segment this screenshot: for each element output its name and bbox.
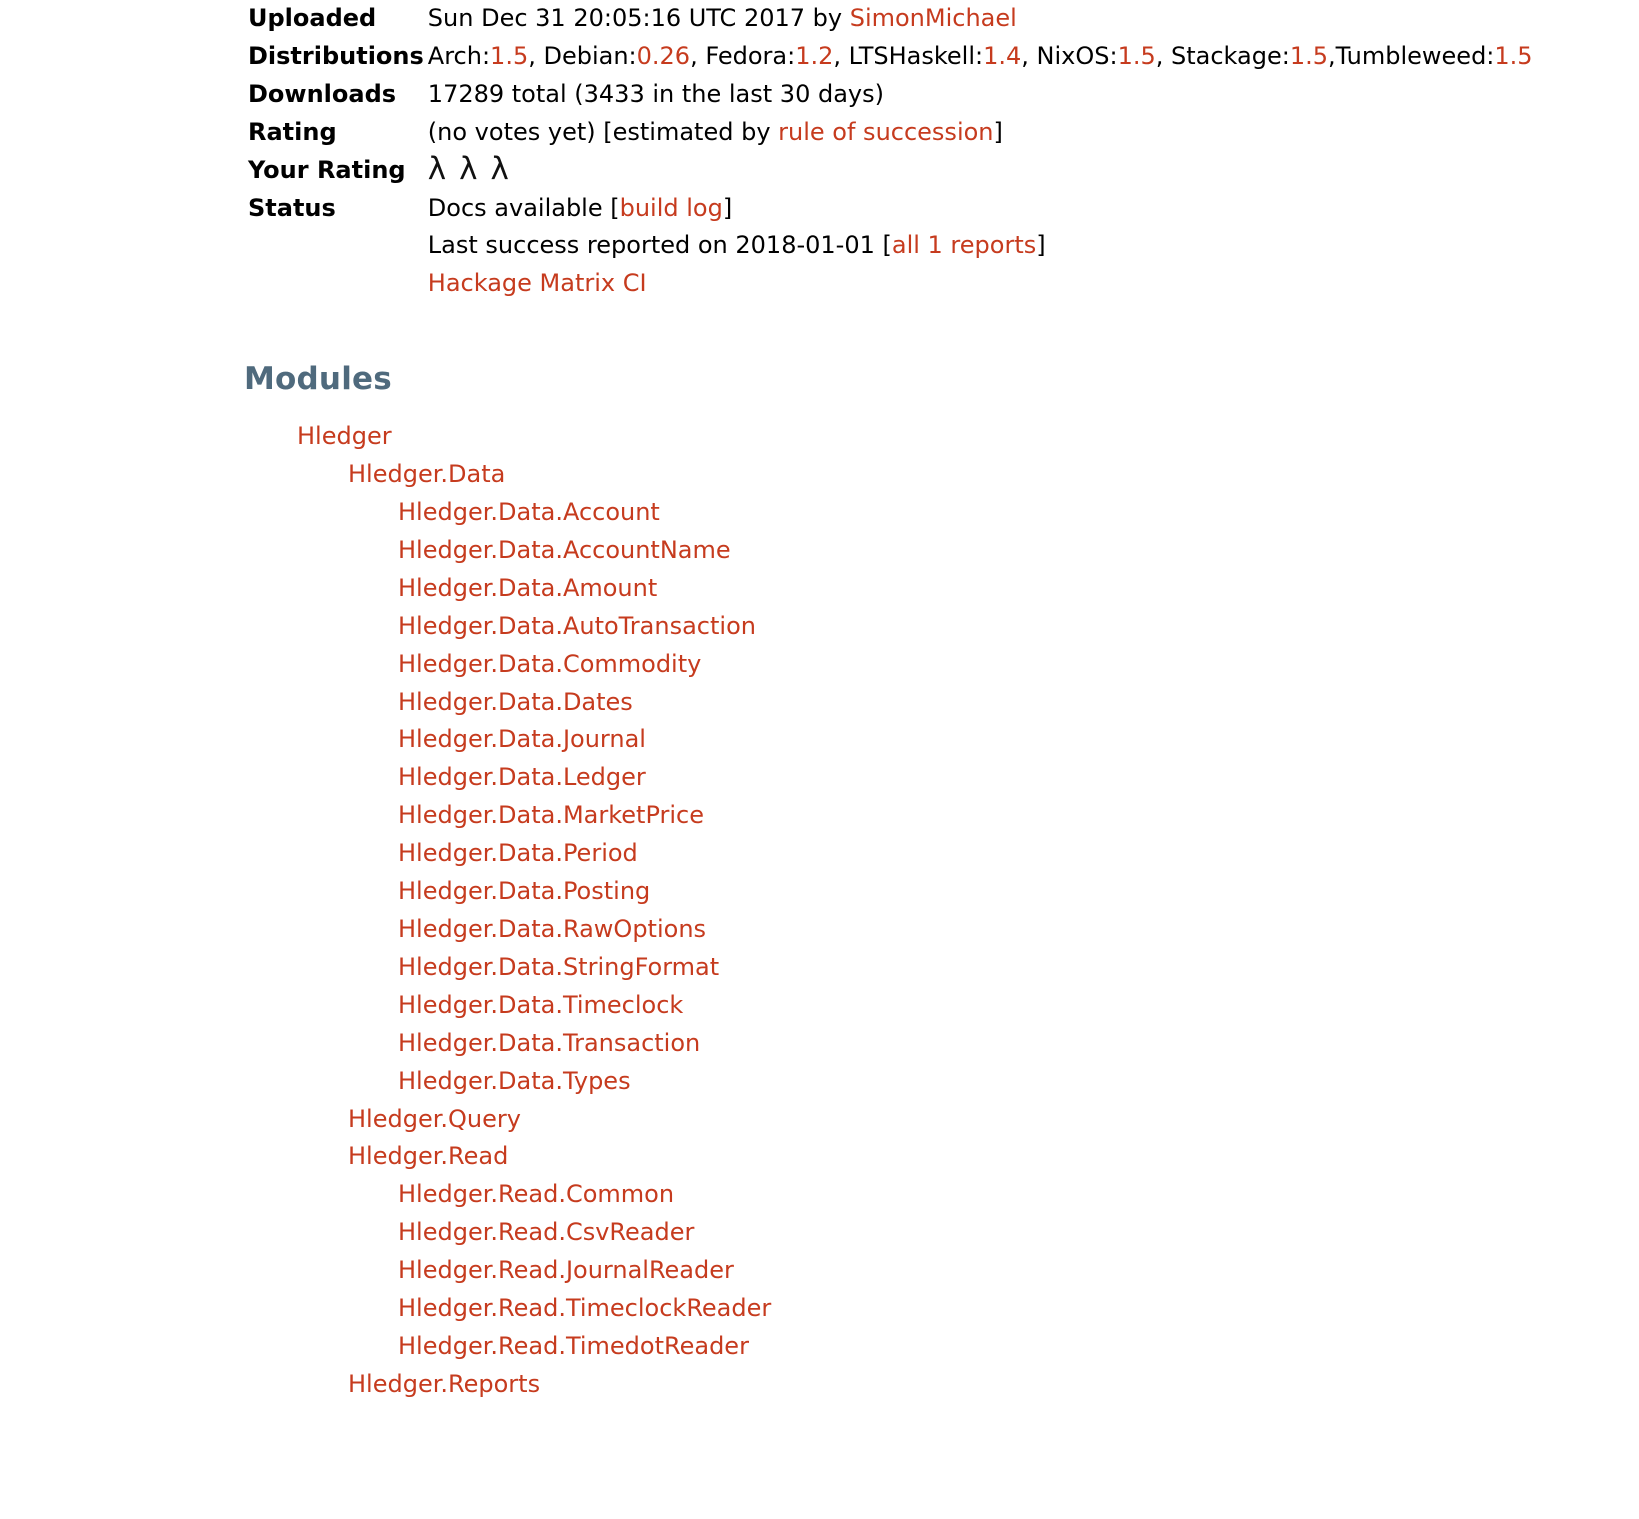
module-list-item — [0, 759, 1639, 797]
distribution-name: Stackage: — [1171, 41, 1290, 70]
module-link[interactable]: Hledger.Read.JournalReader — [398, 1256, 734, 1285]
module-list-item — [0, 911, 1639, 949]
module-link[interactable]: Hledger.Data.Types — [398, 1066, 631, 1095]
distributions-label: Distributions — [248, 41, 424, 70]
module-link[interactable]: Hledger.Read.CsvReader — [398, 1218, 695, 1247]
module-list-item — [0, 873, 1639, 911]
distribution-version-link[interactable]: 1.5 — [1494, 41, 1533, 70]
module-link[interactable]: Hledger.Data.StringFormat — [398, 952, 720, 981]
uploaded-value — [424, 0, 1533, 38]
distribution-name: LTSHaskell: — [848, 41, 984, 70]
module-list-item — [0, 418, 1639, 456]
your-rating-value — [424, 152, 1533, 190]
distribution-separator: , — [1021, 41, 1037, 70]
modules-heading: Modules — [244, 361, 392, 398]
status-success-suffix: ] — [1036, 231, 1046, 260]
build-log-link[interactable]: build log — [619, 193, 723, 222]
module-link[interactable]: Hledger.Reports — [348, 1369, 541, 1398]
table-row — [0, 114, 1533, 152]
module-link[interactable]: Hledger.Data.Posting — [398, 877, 651, 906]
distribution-version-link[interactable]: 0.26 — [636, 41, 691, 70]
module-link[interactable]: Hledger.Data.MarketPrice — [398, 801, 704, 830]
module-link[interactable]: Hledger.Data.Journal — [398, 725, 646, 754]
module-link[interactable]: Hledger.Data.RawOptions — [398, 915, 707, 943]
distribution-separator: , — [528, 41, 544, 70]
module-list-item — [0, 1138, 1639, 1176]
table-row — [0, 76, 1533, 114]
module-list-item — [0, 646, 1639, 684]
status-success-line — [428, 227, 1533, 265]
module-link[interactable]: Hledger.Read.TimedotReader — [398, 1331, 749, 1360]
module-list-item — [0, 1214, 1639, 1252]
module-list-item — [0, 797, 1639, 835]
hackage-matrix-ci-link[interactable]: Hackage Matrix CI — [427, 269, 647, 298]
rating-lambda-stars[interactable] — [428, 152, 1533, 186]
distribution-version-link[interactable]: 1.5 — [1289, 41, 1328, 70]
rating-label: Rating — [248, 117, 337, 146]
status-docs-suffix: ] — [722, 193, 733, 222]
module-list-item — [0, 1063, 1639, 1101]
module-list-item — [0, 532, 1639, 570]
module-list-item — [0, 456, 1639, 494]
distribution-separator: , — [833, 41, 849, 70]
module-link[interactable]: Hledger.Data.Transaction — [398, 1028, 701, 1057]
rating-text: (no votes yet) [estimated by — [427, 117, 779, 146]
module-list-item — [0, 987, 1639, 1025]
module-tree — [0, 418, 1639, 1404]
distribution-name: Debian: — [543, 41, 637, 70]
module-list-item — [0, 1101, 1639, 1139]
status-docs-line — [428, 190, 1533, 228]
module-link[interactable]: Hledger.Data.Timeclock — [398, 990, 684, 1019]
distribution-separator: , — [1328, 41, 1336, 70]
distributions-value — [424, 38, 1533, 76]
module-link[interactable]: Hledger.Data.Commodity — [398, 649, 702, 678]
distribution-name: Fedora: — [705, 41, 796, 70]
downloads-label: Downloads — [248, 79, 397, 108]
distribution-separator: , — [1155, 41, 1171, 70]
uploaded-date: Sun Dec 31 20:05:16 UTC 2017 by — [427, 4, 850, 32]
rating-text-end: ] — [993, 117, 1003, 146]
your-rating-label: Your Rating — [248, 155, 406, 184]
module-link[interactable]: Hledger.Read.TimeclockReader — [398, 1294, 772, 1323]
uploaded-label: Uploaded — [248, 4, 377, 32]
distribution-version-link[interactable]: 1.5 — [1117, 41, 1156, 70]
module-link[interactable]: Hledger.Data.Dates — [398, 687, 633, 716]
rating-lambda-1[interactable]: λ — [427, 150, 460, 187]
status-value — [424, 190, 1533, 304]
status-matrix-line — [428, 265, 1533, 303]
module-list-item — [0, 1025, 1639, 1063]
status-label: Status — [248, 193, 336, 222]
module-link[interactable]: Hledger.Read — [348, 1142, 509, 1171]
module-link[interactable]: Hledger.Data — [348, 460, 506, 489]
module-list-item — [0, 608, 1639, 646]
module-link[interactable]: Hledger.Data.Amount — [398, 573, 658, 602]
module-list-item — [0, 1366, 1639, 1404]
table-row — [0, 38, 1533, 76]
module-link[interactable]: Hledger — [297, 422, 392, 451]
module-link[interactable]: Hledger.Data.Account — [398, 498, 660, 527]
module-link[interactable]: Hledger.Data.Ledger — [398, 763, 646, 792]
module-list-item — [0, 684, 1639, 722]
distribution-name: Tumbleweed: — [1335, 41, 1495, 70]
uploader-link[interactable]: SimonMichael — [849, 4, 1017, 32]
status-docs-prefix: Docs available [ — [427, 193, 620, 222]
module-list-item — [0, 494, 1639, 532]
distribution-name: Arch: — [427, 41, 491, 70]
status-success-prefix: Last success reported on 2018-01-01 [ — [427, 231, 892, 260]
downloads-value: 17289 total (3433 in the last 30 days) — [427, 79, 884, 108]
table-row — [0, 152, 1533, 190]
rating-value — [424, 114, 1533, 152]
module-link[interactable]: Hledger.Data.Period — [398, 839, 638, 868]
distribution-version-link[interactable]: 1.4 — [983, 41, 1022, 70]
distribution-separator: , — [690, 41, 706, 70]
all-reports-link[interactable]: all 1 reports — [891, 231, 1037, 260]
module-list-item — [0, 1328, 1639, 1366]
module-link[interactable]: Hledger.Data.AccountName — [398, 535, 731, 564]
rating-lambda-2[interactable]: λ — [459, 150, 491, 187]
module-list-item — [0, 1176, 1639, 1214]
module-list-item — [0, 1252, 1639, 1290]
distribution-version-link[interactable]: 1.5 — [490, 41, 529, 70]
module-list-item — [0, 835, 1639, 873]
module-link[interactable]: Hledger.Query — [348, 1104, 521, 1133]
module-list-item — [0, 570, 1639, 608]
module-link[interactable]: Hledger.Read.Common — [398, 1180, 675, 1209]
table-row — [0, 190, 1533, 304]
package-properties-table — [0, 0, 1533, 303]
table-row — [0, 0, 1533, 38]
distribution-name: NixOS: — [1036, 41, 1118, 70]
module-list-item — [0, 721, 1639, 759]
module-list-item — [0, 1290, 1639, 1328]
distributions-list — [428, 38, 1533, 76]
distribution-version-link[interactable]: 1.2 — [795, 41, 834, 70]
module-list-item — [0, 949, 1639, 987]
rule-of-succession-link[interactable]: rule of succession — [778, 117, 994, 146]
rating-lambda-3[interactable]: λ — [490, 150, 522, 187]
module-link[interactable]: Hledger.Data.AutoTransaction — [398, 611, 756, 640]
